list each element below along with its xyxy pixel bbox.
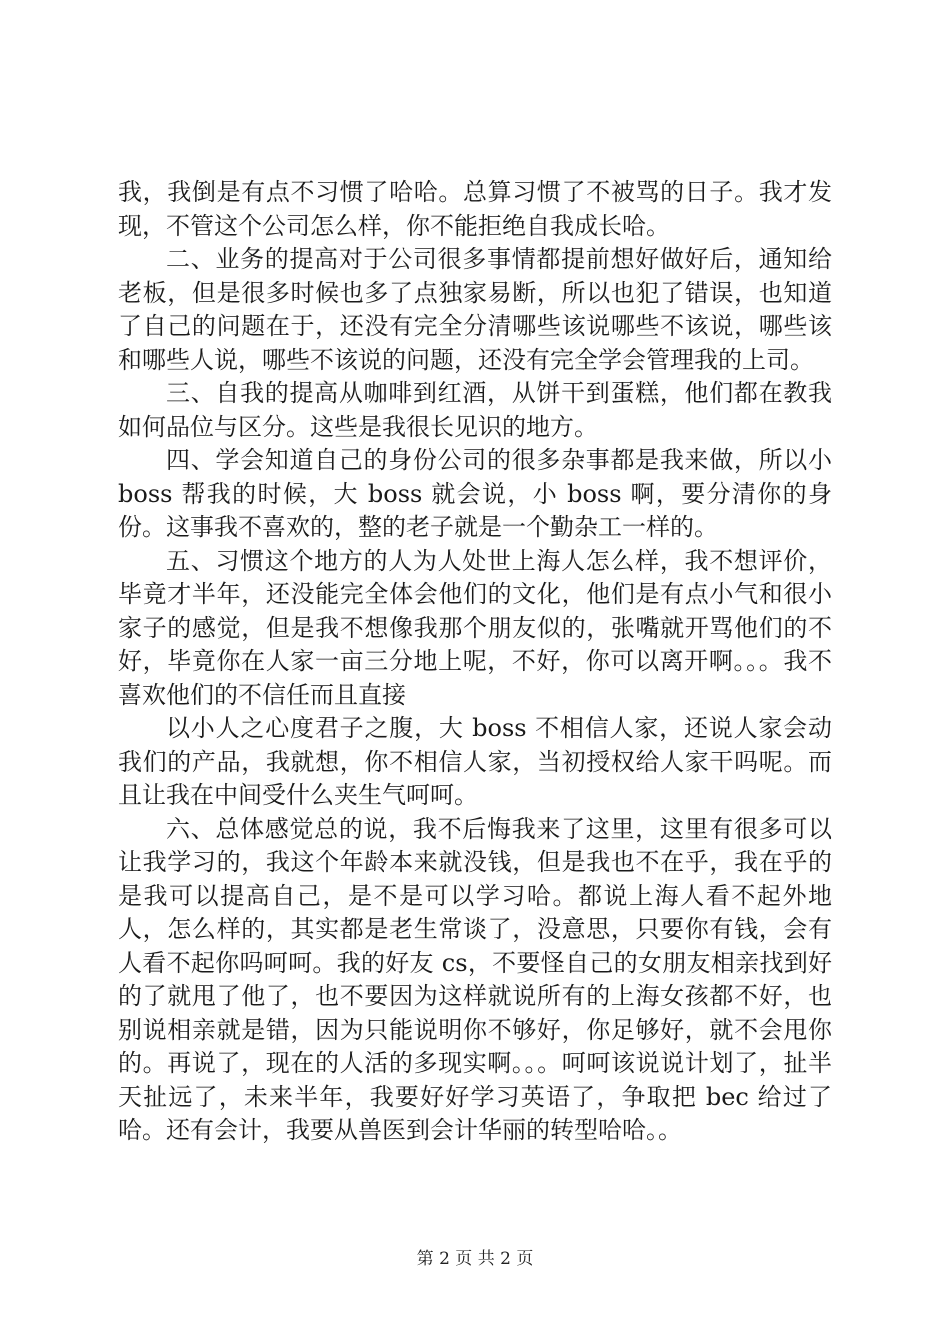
- paragraph-trust: 以小人之心度君子之腹，大 boss 不相信人家，还说人家会动我们的产品，我就想，你不相信人家，当初授权给人家干吗呢。而且让我在中间受什么夹生气呵呵。: [118, 714, 832, 809]
- document-body: [118, 176, 832, 1148]
- paragraph-continuation: 我，我倒是有点不习惯了哈哈。总算习惯了不被骂的日子。我才发现，不管这个公司怎么样，你不能拒绝自我成长哈。: [118, 178, 832, 240]
- page-footer: 第 2 页 共 2 页: [416, 1249, 534, 1269]
- paragraph-self-improvement: 三、自我的提高从咖啡到红酒，从饼干到蛋糕，他们都在教我如何品位与区分。这些是我很长见识的地方。: [118, 379, 832, 441]
- paragraph-overall: 六、总体感觉总的说，我不后悔我来了这里，这里有很多可以让我学习的，我这个年龄本来就没钱，但是我也不在乎，我在乎的是我可以提高自己，是不是可以学习哈。都说上海人看不起外地人，怎么样的，其实都是老生常谈了，没意思，只要你有钱，会有人看不起你吗呵呵。我的好友 cs，不要怪自己的女朋友相亲找到好的了就甩了他了，也不要因为这样就说所有的上海女孩都不好，也别说相亲就是错，因为只能说明你不够好，你足够好，就不会甩你的。再说了，现在的人活的多现实啊。。。呵呵该说说计划了，扯半天扯远了，未来半年，我要好好学习英语了，争取把 bec 给过了哈。还有会计，我要从兽医到会计华丽的转型哈哈。。: [118, 814, 832, 1144]
- paragraph-identity: 四、学会知道自己的身份公司的很多杂事都是我来做，所以小 boss 帮我的时候，大 boss 就会说，小 boss 啊，要分清你的身份。这事我不喜欢的，整的老子就是一个勤杂工一样的。: [118, 446, 832, 541]
- paragraph-habits: 五、习惯这个地方的人为人处世上海人怎么样，我不想评价，毕竟才半年，还没能完全体会他们的文化，他们是有点小气和很小家子的感觉，但是我不想像我那个朋友似的，张嘴就开骂他们的不好，毕竟你在人家一亩三分地上呢，不好，你可以离开啊。。。我不喜欢他们的不信任而且直接: [118, 546, 832, 709]
- paragraph-business: 二、业务的提高对于公司很多事情都提前想好做好后，通知给老板，但是很多时候也多了点独家易断，所以也犯了错误，也知道了自己的问题在于，还没有完全分清哪些该说哪些不该说，哪些该和哪些人说，哪些不该说的问题，还没有完全学会管理我的上司。: [118, 245, 832, 374]
